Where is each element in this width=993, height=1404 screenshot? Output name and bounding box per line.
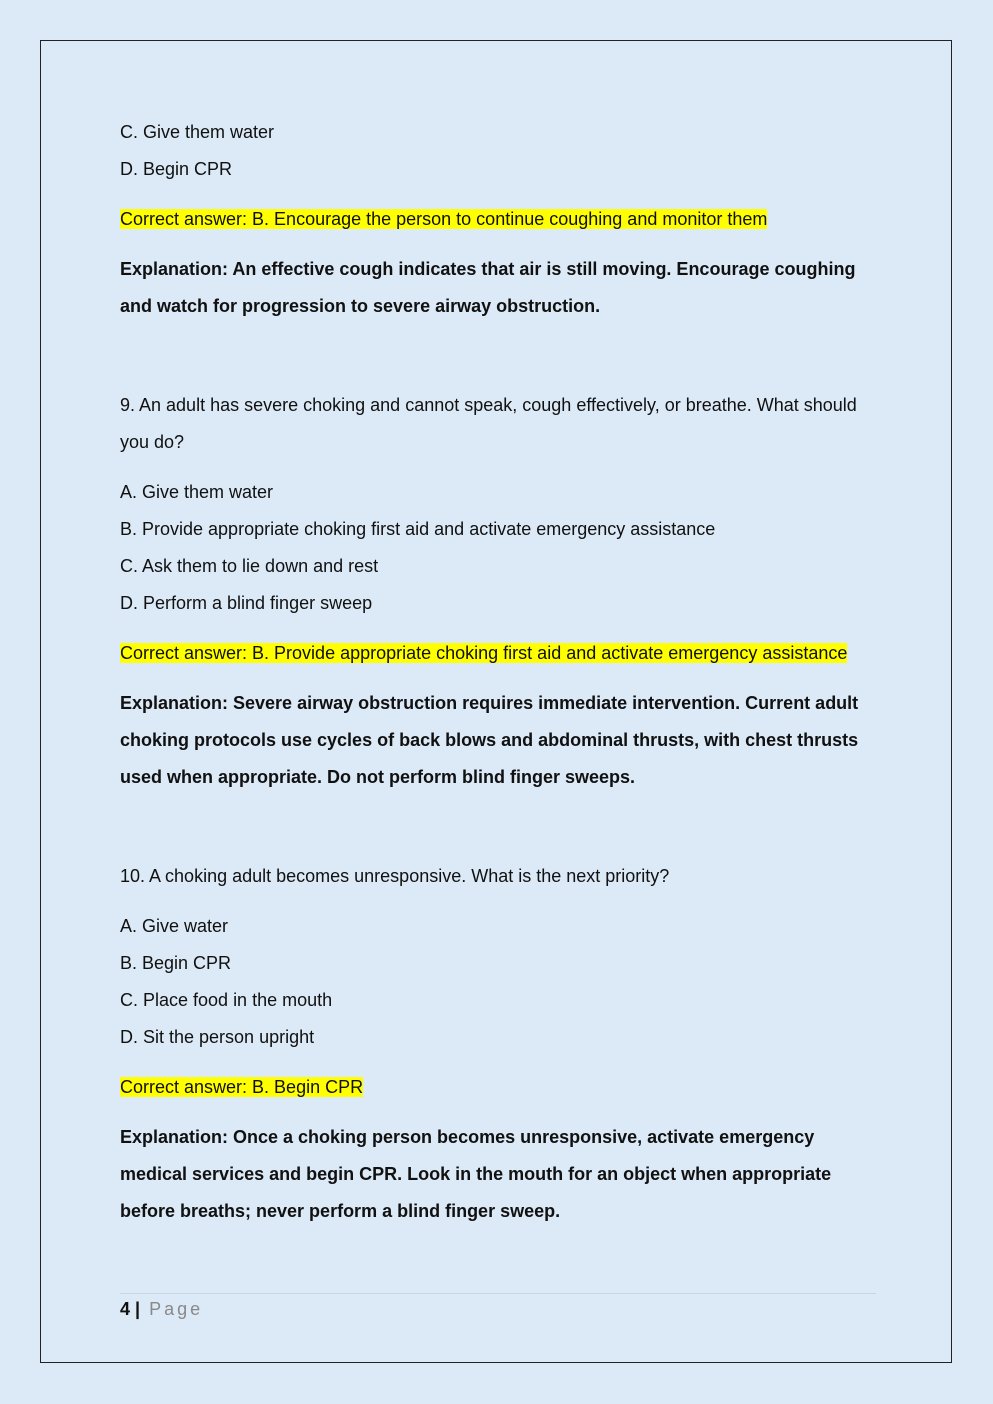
q8-correct-answer: Correct answer: B. Encourage the person to continue coughing and monitor them [120, 209, 768, 229]
q10-answer-block [120, 1069, 880, 1106]
page-separator: | [135, 1299, 141, 1319]
q9-explanation: Explanation: Severe airway obstruction requires immediate intervention. Current adult choking protocols use cycles of back blows and abdominal thrusts, with chest thrusts used when appropriate. Do not perform blind finger sweeps. [120, 693, 859, 787]
q9-question: 9. An adult has severe choking and cannot speak, cough effectively, or breathe. What should you do? [120, 395, 857, 452]
q9-answer-block [120, 635, 880, 672]
q9-correct-answer: Correct answer: B. Provide appropriate choking first aid and activate emergency assistance [120, 643, 848, 663]
q9-option-d: D. Perform a blind finger sweep [120, 593, 373, 613]
q8-option-c: C. Give them water [120, 122, 275, 142]
q8-explanation: Explanation: An effective cough indicates that air is still moving. Encourage coughing and watch for progression to severe airway obstruction. [120, 259, 856, 316]
page-number: 4 [120, 1299, 131, 1319]
q10-option-d: D. Sit the person upright [120, 1027, 315, 1047]
q10-option-c: C. Place food in the mouth [120, 990, 333, 1010]
q8-option-d: D. Begin CPR [120, 159, 233, 179]
q9-option-b: B. Provide appropriate choking first aid and activate emergency assistance [120, 519, 716, 539]
document-content [120, 114, 880, 1230]
q10-question: 10. A choking adult becomes unresponsive. What is the next priority? [120, 866, 670, 886]
q10-explanation: Explanation: Once a choking person becomes unresponsive, activate emergency medical services and begin CPR. Look in the mouth for an object when appropriate before breaths; never perform a blind finger sweep. [120, 1127, 832, 1221]
q9-option-c: C. Ask them to lie down and rest [120, 556, 379, 576]
page-label: Page [149, 1299, 204, 1319]
q10-correct-answer: Correct answer: B. Begin CPR [120, 1077, 364, 1097]
page-footer [120, 1293, 876, 1322]
q9-option-a: A. Give them water [120, 482, 274, 502]
q10-option-b: B. Begin CPR [120, 953, 232, 973]
q8-answer-block [120, 201, 880, 238]
q10-option-a: A. Give water [120, 916, 229, 936]
